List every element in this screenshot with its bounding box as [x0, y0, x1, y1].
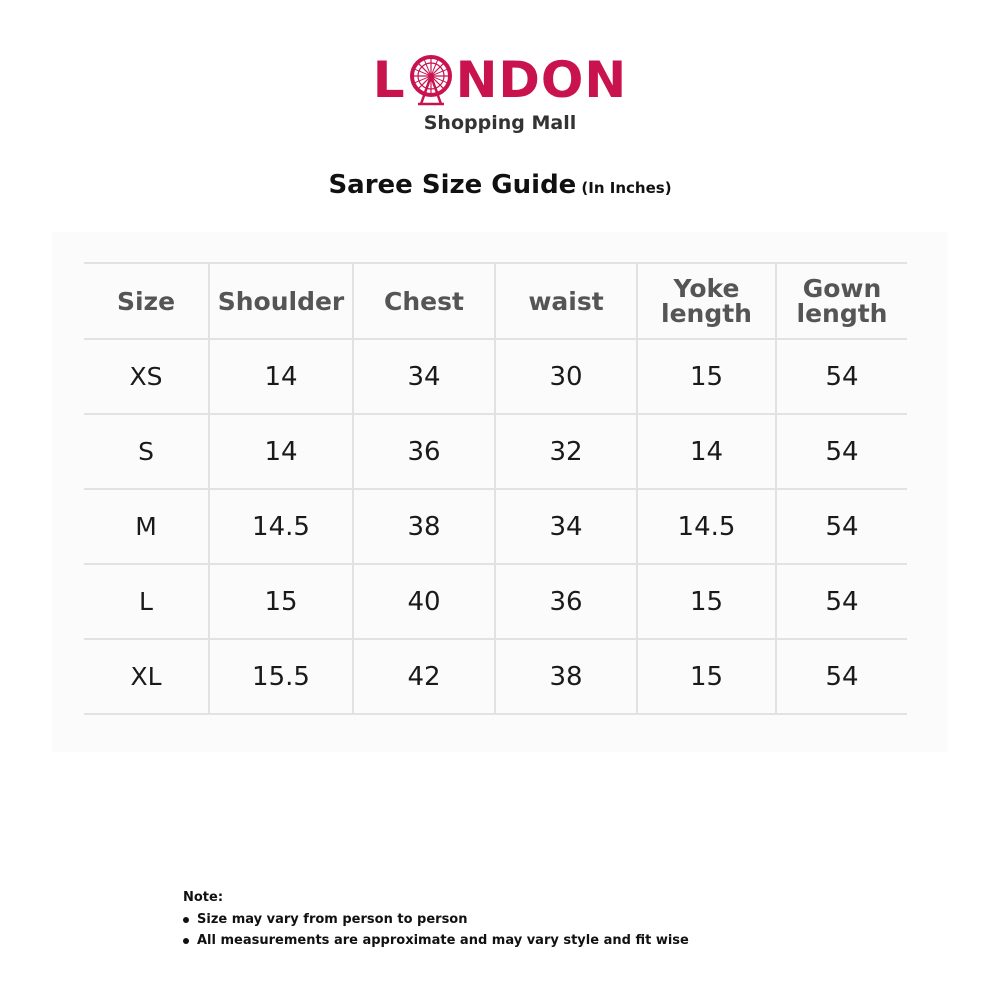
cell-gown-length: 54 — [776, 339, 907, 414]
header-waist: waist — [495, 263, 637, 339]
ferris-wheel-icon — [407, 54, 455, 106]
header-yoke-line1: Yoke — [673, 274, 740, 303]
header-yoke-line2: length — [661, 299, 752, 328]
header-yoke-length — [637, 263, 776, 339]
size-table-panel — [52, 232, 947, 752]
table-row — [84, 339, 907, 414]
brand-subtitle: Shopping Mall — [423, 112, 577, 134]
cell-yoke-length: 15 — [637, 339, 776, 414]
table-row — [84, 564, 907, 639]
note-text: All measurements are approximate and may vary style and fit wise — [197, 933, 689, 948]
title-main: Saree Size Guide — [328, 170, 577, 200]
cell-waist: 32 — [495, 414, 637, 489]
header-chest: Chest — [353, 263, 495, 339]
header-size: Size — [84, 263, 209, 339]
table-row — [84, 414, 907, 489]
cell-size: XS — [84, 339, 209, 414]
page-title — [0, 170, 1000, 200]
cell-size: M — [84, 489, 209, 564]
header-shoulder: Shoulder — [209, 263, 353, 339]
header-gown-line2: length — [796, 299, 888, 328]
cell-gown-length: 54 — [776, 489, 907, 564]
cell-shoulder: 14 — [209, 414, 353, 489]
list-item — [183, 933, 689, 948]
cell-chest: 36 — [353, 414, 495, 489]
cell-shoulder: 15.5 — [209, 639, 353, 714]
cell-waist: 30 — [495, 339, 637, 414]
cell-gown-length: 54 — [776, 564, 907, 639]
cell-chest: 42 — [353, 639, 495, 714]
cell-waist: 34 — [495, 489, 637, 564]
cell-yoke-length: 15 — [637, 564, 776, 639]
table-header-row — [84, 263, 907, 339]
cell-waist: 36 — [495, 564, 637, 639]
cell-chest: 40 — [353, 564, 495, 639]
notes-title: Note: — [183, 890, 224, 905]
cell-gown-length: 54 — [776, 639, 907, 714]
title-unit: (In Inches) — [581, 179, 672, 197]
header-gown-line1: Gown — [802, 274, 882, 303]
cell-chest: 34 — [353, 339, 495, 414]
cell-yoke-length: 14 — [637, 414, 776, 489]
note-text: Size may vary from person to person — [197, 912, 468, 927]
list-item — [183, 912, 689, 927]
table-row — [84, 489, 907, 564]
cell-size: XL — [84, 639, 209, 714]
bullet-icon — [183, 917, 189, 923]
notes-list — [183, 912, 689, 948]
notes-section — [183, 890, 689, 954]
table-row — [84, 639, 907, 714]
cell-yoke-length: 15 — [637, 639, 776, 714]
brand-logo — [0, 51, 1000, 134]
cell-shoulder: 14.5 — [209, 489, 353, 564]
header-gown-length — [776, 263, 907, 339]
cell-size: L — [84, 564, 209, 639]
cell-chest: 38 — [353, 489, 495, 564]
brand-name-first-letter: L — [372, 51, 406, 109]
size-table — [84, 262, 907, 715]
brand-name-rest: NDON — [455, 51, 628, 109]
cell-yoke-length: 14.5 — [637, 489, 776, 564]
bullet-icon — [183, 938, 189, 944]
cell-waist: 38 — [495, 639, 637, 714]
cell-shoulder: 15 — [209, 564, 353, 639]
cell-shoulder: 14 — [209, 339, 353, 414]
cell-size: S — [84, 414, 209, 489]
brand-wordmark — [372, 51, 628, 109]
cell-gown-length: 54 — [776, 414, 907, 489]
